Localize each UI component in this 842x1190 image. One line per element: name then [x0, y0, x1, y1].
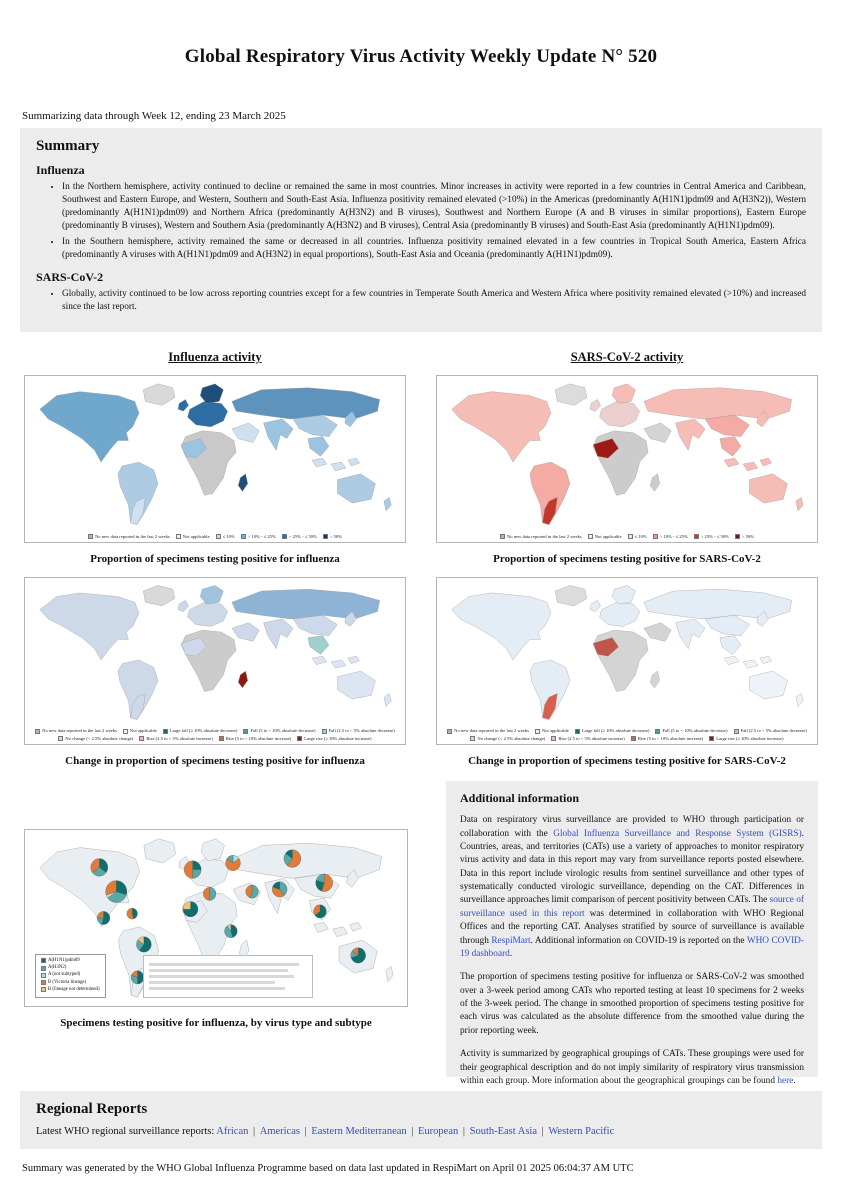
- map-region-europe: [600, 402, 640, 427]
- map-region-scandinavia: [200, 586, 223, 605]
- map-region-europe: [600, 602, 640, 626]
- map-region-southasia: [676, 419, 706, 450]
- legend-label: > 50%: [329, 533, 343, 539]
- legend-swatch-icon: [694, 534, 699, 539]
- legend-label: Rise (5 to < 10% absolute increase): [637, 735, 704, 741]
- map-region-africa: [181, 630, 236, 691]
- influenza-bullet: • In the Northern hemisphere, activity continued to decline or remained the same in most countries. Minor increases in activity were reported in a few countries in Central America and Caribbean, Southwest and Eastern Europe, and Western, Southern and South-East Asia. Influenza positivity remained elevated (>10%) in the Americas (predominantly A(H1N1)pdm09 and A(H3N2)), Western (predominantly A(H1N1)pdm09) and Northern Africa (predominantly A(H3N2) and B viruses), Southwest and Northern Europe (A and B viruses in similar proportions), Eastern Europe (predominantly B viruses), Western and Southern Asia (predominantly A(H3N2) and B viruses), Central Asia (predominantly B viruses) and South-East Asia (predominantly A(H1N1)pdm09).: [62, 181, 806, 233]
- link-separator: |: [301, 1126, 310, 1138]
- legend-item: [216, 534, 235, 540]
- map-region-greenland: [555, 384, 587, 406]
- additional-information-section: [446, 781, 818, 1086]
- map-region-eastasia: [293, 615, 337, 635]
- map-region-africa: [593, 630, 648, 691]
- legend-item: [88, 534, 170, 540]
- sars-bullet-list: [62, 288, 806, 314]
- inline-link[interactable]: Global Influenza Surveillance and Response System (GISRS): [553, 828, 802, 839]
- map-region-greenland: [555, 586, 587, 606]
- map-region-scandinavia: [201, 839, 224, 861]
- legend-item: [58, 736, 133, 742]
- world-map-sars-change: [437, 578, 817, 727]
- map-region-russia: [644, 589, 792, 619]
- legend-label: B (Victoria lineage): [48, 979, 87, 985]
- legend-item: [241, 534, 276, 540]
- map-canvas: [25, 578, 405, 727]
- legend-item: [219, 736, 291, 742]
- legend-item: [41, 987, 100, 993]
- map-region-newzealand: [384, 694, 391, 707]
- legend-label: No new data reported in the last 2 weeks: [506, 533, 582, 539]
- legend-label: > 10% - ≤ 25%: [659, 533, 688, 539]
- map-region-australia: [749, 474, 787, 503]
- regional-report-link[interactable]: South-East Asia: [469, 1126, 537, 1138]
- legend-swatch-icon: [323, 534, 328, 539]
- legend-label: Large rise (≥ 10% absolute increase): [304, 735, 372, 741]
- legend-swatch-icon: [655, 729, 660, 734]
- info-paragraph: [460, 971, 804, 1038]
- legend-item: [734, 728, 807, 734]
- table-skeleton-row: [149, 969, 288, 972]
- legend-swatch-icon: [41, 980, 46, 985]
- legend-item: [123, 728, 157, 734]
- map-region-scandinavia: [200, 384, 223, 404]
- legend-label: ≤ 10%: [634, 533, 647, 539]
- map-region-southasia: [676, 619, 706, 649]
- map-region-australia: [337, 474, 375, 503]
- legend-item: [176, 534, 210, 540]
- summary-section: [20, 128, 822, 332]
- map-legend: [25, 727, 405, 744]
- influenza-bullet: • In the Southern hemisphere, activity remained the same or decreased in all countries. Influenza positivity remained elevated in a few countries in Tropical South America, Eastern Africa (predominantly A viruses with A(H1N1)pdm09 and A(H3N2) in equal proportions), South-East Asia and Oceania (predominantly A(H1N1)pdm09).: [62, 236, 806, 262]
- additional-information-heading: Additional information: [460, 791, 580, 806]
- map-region-newzealand: [386, 967, 393, 982]
- legend-swatch-icon: [35, 729, 40, 734]
- map-region-newzealand: [796, 497, 803, 511]
- legend-swatch-icon: [88, 534, 93, 539]
- legend-swatch-icon: [123, 729, 128, 734]
- table-skeleton-row: [149, 981, 275, 984]
- legend-label: Rise (5 to < 10% absolute increase): [225, 735, 292, 741]
- map-region-russia: [232, 589, 380, 619]
- legend-label: Not applicable: [594, 533, 622, 539]
- additional-information-body: [460, 814, 804, 1088]
- regional-reports-intro: Latest WHO regional surveillance reports:: [36, 1126, 217, 1138]
- pie-map-caption: Specimens testing positive for influenza, by virus type and subtype: [60, 1017, 372, 1030]
- table-skeleton-row: [149, 975, 294, 978]
- sars-activity-figure: [436, 346, 818, 577]
- map-canvas: [437, 376, 817, 533]
- legend-swatch-icon: [653, 534, 658, 539]
- legend-item: [35, 728, 117, 734]
- pie-slice: [183, 902, 190, 910]
- legend-label: > 25% - ≤ 50%: [288, 533, 317, 539]
- map-region-uk: [590, 600, 601, 611]
- legend-item: [500, 534, 582, 540]
- legend-item: [323, 534, 342, 540]
- legend-swatch-icon: [41, 973, 46, 978]
- legend-label: Not applicable: [182, 533, 210, 539]
- legend-item: [297, 736, 371, 742]
- legend-swatch-icon: [41, 966, 46, 971]
- legend-swatch-icon: [628, 534, 633, 539]
- world-map-influenza-activity: [25, 376, 405, 533]
- legend-label: Fall (2.5 to < 5% absolute decrease): [328, 728, 395, 734]
- map-legend: [437, 533, 817, 543]
- map-legend: [437, 727, 817, 744]
- legend-item: [447, 728, 529, 734]
- legend-item: [41, 980, 100, 986]
- legend-item: [282, 534, 317, 540]
- legend-swatch-icon: [41, 958, 46, 963]
- legend-item: [139, 736, 213, 742]
- regional-report-link[interactable]: African: [216, 1126, 249, 1138]
- influenza-change-caption: Change in proportion of specimens testing positive for influenza: [65, 755, 365, 768]
- map-region-northamerica: [40, 392, 139, 462]
- map-region-scandinavia: [612, 586, 635, 605]
- text-run: .: [509, 948, 513, 959]
- inline-link[interactable]: WHO COVID-19 dashboard: [460, 935, 804, 959]
- influenza-activity-heading: Influenza activity: [168, 350, 262, 365]
- map-region-newzealand: [384, 497, 391, 511]
- text-run: .: [793, 1075, 796, 1086]
- regional-report-link[interactable]: Americas: [259, 1126, 300, 1138]
- legend-item: [655, 728, 727, 734]
- legend-swatch-icon: [500, 534, 505, 539]
- inline-link[interactable]: source of surveillance used in this report: [460, 895, 804, 919]
- legend-swatch-icon: [241, 534, 246, 539]
- map-region-madagascar: [238, 671, 248, 688]
- map-region-europe: [188, 402, 228, 427]
- link-separator: |: [460, 1126, 468, 1138]
- map-region-africa: [593, 431, 648, 496]
- legend-label: Fall (5 to < 10% absolute decrease): [250, 728, 316, 734]
- legend-label: No change (< 2.5% absolute change): [477, 735, 546, 741]
- regional-reports-section: [20, 1091, 822, 1149]
- map-region-seasia: [720, 636, 741, 655]
- legend-swatch-icon: [447, 729, 452, 734]
- map-region-madagascar: [238, 474, 248, 492]
- map-region-eastasia: [293, 415, 337, 437]
- legend-item: [322, 728, 395, 734]
- sars-activity-heading: SARS-CoV-2 activity: [570, 350, 684, 365]
- legend-label: > 50%: [741, 533, 755, 539]
- legend-swatch-icon: [176, 534, 181, 539]
- influenza-change-map: [24, 577, 406, 745]
- sars-bullet: • Globally, activity continued to be low across reporting countries except for a few countries in Temperate South America and Western Africa where positivity remained elevated (>10%) and increased since the last report.: [62, 288, 806, 314]
- regional-report-link[interactable]: Eastern Mediterranean: [311, 1126, 407, 1138]
- pie-map-figure: [24, 829, 408, 1077]
- map-region-eastasia: [705, 615, 749, 635]
- map-region-northamerica: [40, 593, 139, 660]
- legend-swatch-icon: [470, 736, 475, 741]
- legend-swatch-icon: [588, 534, 593, 539]
- legend-label: A(H1N1)pdm09: [48, 957, 80, 963]
- legend-label: No new data reported in the last 2 weeks: [94, 533, 170, 539]
- regional-report-links: [216, 1126, 614, 1137]
- map-region-australia: [749, 671, 787, 699]
- text-run: . Additional information on COVID-19 is reported on the: [530, 935, 747, 946]
- map-region-greenland: [144, 839, 176, 863]
- map-region-mideast: [644, 623, 671, 642]
- text-run: The proportion of specimens testing positive for influenza or SARS-CoV-2 was smoothed over a 3-week period among CATs who reported testing at least 10 specimens for 2 weeks of the 3-week period. The change in smoothed proportion of specimens testing positive for each virus was calculated as the absolute difference from the smoothed value during the prior reporting week.: [460, 972, 804, 1036]
- influenza-bullet-list: [62, 181, 806, 262]
- regional-reports-heading: Regional Reports: [36, 1101, 148, 1118]
- legend-item: [735, 534, 754, 540]
- legend-label: Large fall (≥ 10% absolute decrease): [581, 728, 650, 734]
- legend-label: Rise (2.5 to < 5% absolute increase): [146, 735, 213, 741]
- sars-change-map: [436, 577, 818, 745]
- map-region-eastasia: [705, 415, 749, 437]
- map-region-indonesia: [312, 458, 360, 471]
- legend-label: Fall (5 to < 10% absolute decrease): [662, 728, 728, 734]
- footer-note: Summary was generated by the WHO Global Influenza Programme based on data last updated in RespiMart on April 01 2025 06:04:37 AM UTC: [22, 1163, 634, 1175]
- table-skeleton-row: [149, 987, 285, 990]
- summary-heading: Summary: [36, 138, 100, 154]
- map-region-mideast: [232, 623, 259, 642]
- info-paragraph: [460, 1048, 804, 1088]
- legend-swatch-icon: [139, 736, 144, 741]
- map-region-indonesia: [724, 656, 772, 668]
- legend-item: [41, 965, 100, 971]
- regional-report-link[interactable]: European: [418, 1126, 459, 1138]
- map-region-southasia: [264, 419, 294, 450]
- legend-item: [41, 972, 100, 978]
- sars-activity-caption: Proportion of specimens testing positive for SARS-CoV-2: [493, 553, 761, 566]
- legend-swatch-icon: [322, 729, 327, 734]
- legend-label: No new data reported in the last 2 weeks: [454, 728, 529, 734]
- influenza-activity-figure: [24, 346, 406, 577]
- world-map-influenza-change: [25, 578, 405, 727]
- text-run: . Countries, areas, and territories (CATs) use a variety of approaches to monitor respiratory virus activity and data in this report may vary from surveillance reports posted elsewhere. Data in this report include virologic results from sentinel surveillance and other types of systematically conducted virologic surveillance, depending on the CAT. Differences in surveillance approaches limit comparison of percent positivity between CATs. The: [460, 828, 804, 906]
- map-region-seasia: [308, 437, 329, 457]
- legend-swatch-icon: [535, 729, 540, 734]
- legend-item: [163, 728, 238, 734]
- legend-swatch-icon: [282, 534, 287, 539]
- legend-swatch-icon: [297, 736, 302, 741]
- legend-label: Fall (2.5 to < 5% absolute decrease): [740, 728, 807, 734]
- info-paragraph: [460, 814, 804, 961]
- map-region-northamerica: [452, 392, 551, 462]
- legend-swatch-icon: [631, 736, 636, 741]
- legend-label: Not applicable: [541, 728, 569, 734]
- legend-label: A (not subtyped): [48, 972, 81, 978]
- legend-label: Large rise (≥ 10% absolute increase): [716, 735, 784, 741]
- map-region-greenland: [143, 384, 175, 406]
- legend-label: > 10% - ≤ 25%: [247, 533, 276, 539]
- bottom-section: [24, 781, 818, 1086]
- map-region-europe: [188, 602, 228, 626]
- legend-swatch-icon: [575, 729, 580, 734]
- map-region-madagascar: [650, 474, 660, 492]
- page-title: Global Respiratory Virus Activity Weekly Update N° 520: [184, 46, 658, 67]
- influenza-activity-caption: Proportion of specimens testing positive for influenza: [90, 553, 340, 566]
- map-region-northamerica: [452, 593, 551, 660]
- legend-item: [631, 736, 703, 742]
- map-canvas: [25, 376, 405, 533]
- legend-item: [575, 728, 650, 734]
- map-region-indonesia: [314, 923, 362, 937]
- legend-label: No change (< 2.5% absolute change): [65, 735, 134, 741]
- pie-map: [24, 829, 408, 1007]
- link-separator: |: [250, 1126, 258, 1138]
- text-run: Data on respiratory virus surveillance are provided to WHO through participation or collaboration with the: [460, 815, 804, 839]
- legend-label: Not applicable: [129, 728, 157, 734]
- sars-heading: SARS-CoV-2: [36, 270, 104, 285]
- link-separator: |: [538, 1126, 547, 1138]
- legend-swatch-icon: [709, 736, 714, 741]
- legend-item: [588, 534, 622, 540]
- legend-item: [694, 534, 729, 540]
- map-region-russia: [644, 388, 792, 419]
- world-map-sars-activity: [437, 376, 817, 533]
- legend-item: [535, 728, 569, 734]
- sars-activity-map: [436, 375, 818, 543]
- influenza-heading: Influenza: [36, 163, 85, 177]
- legend-label: > 25% - ≤ 50%: [700, 533, 729, 539]
- map-region-seasia: [720, 437, 741, 457]
- influenza-change-figure: [24, 577, 406, 779]
- legend-item: [470, 736, 545, 742]
- legend-swatch-icon: [216, 534, 221, 539]
- legend-label: B (lineage not determined): [48, 986, 100, 992]
- regional-report-link[interactable]: Western Pacific: [548, 1126, 615, 1138]
- map-region-mideast: [644, 423, 671, 443]
- legend-swatch-icon: [58, 736, 63, 741]
- map-canvas: [437, 578, 817, 727]
- sars-change-figure: [436, 577, 818, 779]
- legend-swatch-icon: [163, 729, 168, 734]
- legend-label: No new data reported in the last 2 weeks: [42, 728, 117, 734]
- inline-link[interactable]: here: [777, 1075, 794, 1086]
- map-region-seasia: [308, 636, 329, 655]
- influenza-activity-map: [24, 375, 406, 543]
- map-region-madagascar: [650, 671, 660, 688]
- map-region-scandinavia: [612, 384, 635, 404]
- map-region-uk: [178, 400, 189, 412]
- regional-reports-line: [36, 1126, 806, 1137]
- pie-map-legend: [35, 954, 106, 998]
- legend-item: [41, 958, 100, 964]
- text-run: was determined in collaboration with WHO Regional Offices and the reporting CAT. Analyses stratified by source of surveillance is available through: [460, 908, 804, 946]
- map-region-greenland: [143, 586, 175, 606]
- map-region-indonesia: [312, 656, 360, 668]
- map-region-russia: [232, 388, 380, 419]
- report-period: Summarizing data through Week 12, ending 23 March 2025: [22, 110, 286, 122]
- legend-swatch-icon: [41, 987, 46, 992]
- legend-item: [653, 534, 688, 540]
- map-region-africa: [181, 431, 236, 496]
- legend-item: [709, 736, 783, 742]
- legend-swatch-icon: [734, 729, 739, 734]
- activity-maps-section: [24, 346, 818, 779]
- legend-item: [628, 534, 647, 540]
- inline-link[interactable]: RespiMart: [491, 935, 531, 946]
- legend-swatch-icon: [735, 534, 740, 539]
- legend-label: Rise (2.5 to < 5% absolute increase): [558, 735, 625, 741]
- map-legend: [25, 533, 405, 543]
- map-region-australia: [337, 671, 375, 699]
- pie-stats-table: [143, 955, 313, 998]
- sars-change-caption: Change in proportion of specimens testing positive for SARS-CoV-2: [468, 755, 786, 768]
- legend-swatch-icon: [219, 736, 224, 741]
- legend-swatch-icon: [551, 736, 556, 741]
- legend-item: [243, 728, 315, 734]
- legend-label: Large fall (≥ 10% absolute decrease): [169, 728, 238, 734]
- map-region-russia: [233, 843, 382, 878]
- text-run: Activity is summarized by geographical groupings of CATs. These groupings were used for their geographical description and do not imply similarity of respiratory virus transmission within each group. More information about the geographical groupings can be found: [460, 1049, 804, 1086]
- map-region-uk: [178, 600, 189, 611]
- legend-item: [551, 736, 625, 742]
- map-region-southasia: [264, 619, 294, 649]
- table-skeleton-row: [149, 963, 299, 966]
- legend-label: A(H3N2): [48, 965, 67, 971]
- link-separator: |: [408, 1126, 417, 1138]
- legend-swatch-icon: [243, 729, 248, 734]
- legend-label: ≤ 10%: [222, 533, 235, 539]
- map-region-uk: [590, 400, 601, 412]
- map-region-indonesia: [724, 458, 772, 471]
- map-region-mideast: [232, 423, 259, 443]
- map-region-newzealand: [796, 694, 803, 707]
